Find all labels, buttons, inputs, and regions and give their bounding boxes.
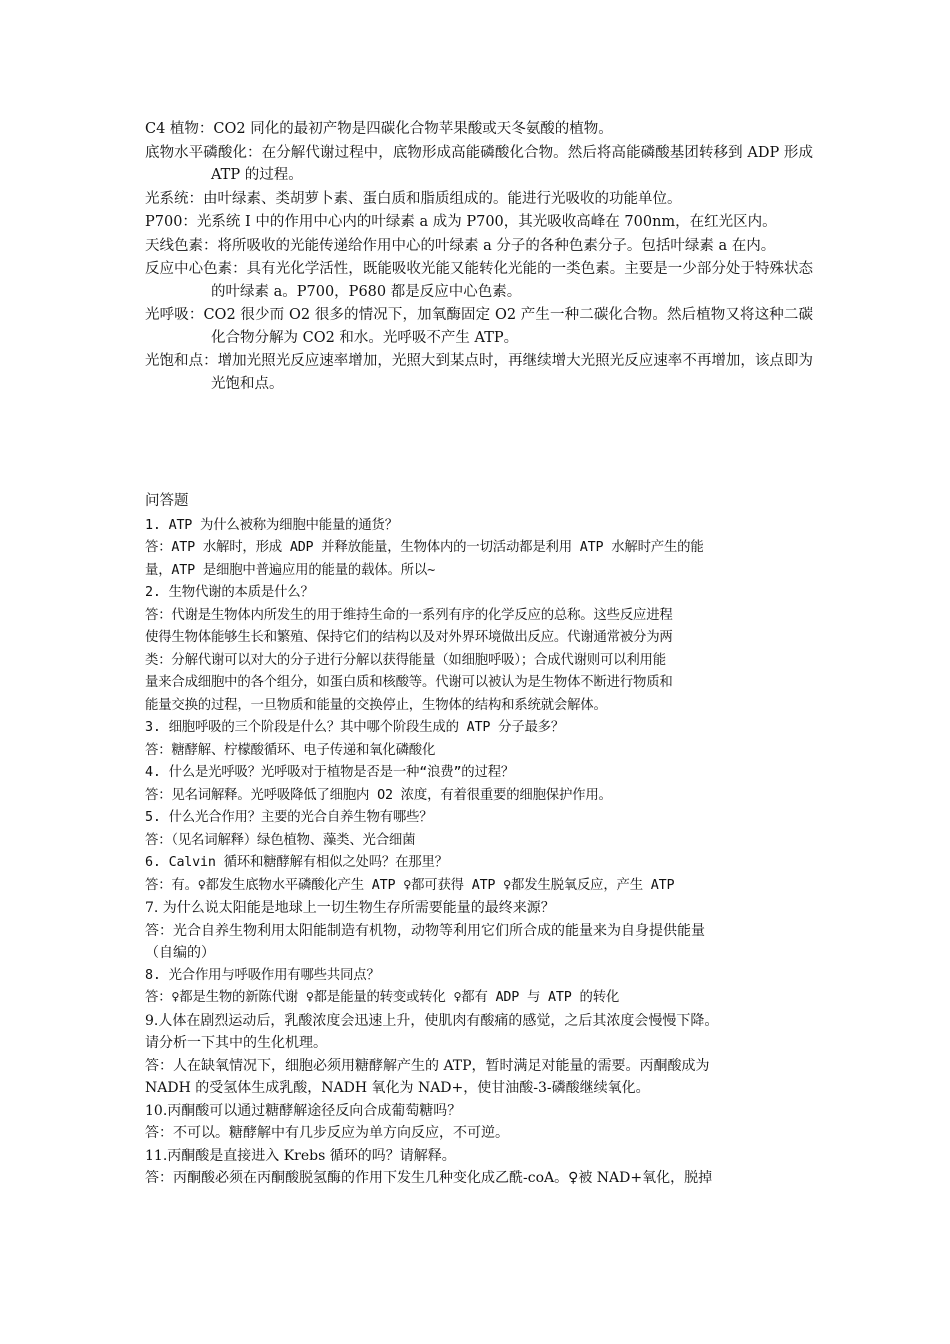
answer-line: 能量交换的过程，一旦物质和能量的交换停止，生物体的结构和系统就会解体。: [145, 697, 607, 713]
glossary-item: 光系统：由叶绿素、类胡萝卜素、蛋白质和脂质组成的。能进行光吸收的功能单位。: [145, 190, 682, 207]
glossary-item: 光饱和点：增加光照光反应速率增加，光照大到某点时，再继续增大光照光反应速率不再增加，该点即为光饱和点。: [145, 353, 813, 392]
glossary-item: 光呼吸：CO2 很少而 O2 很多的情况下，加氧酶固定 O2 产生一种二碳化合物。然后植物又将这种二碳化合物分解为 CO2 和水。光呼吸不产生 ATP。: [145, 307, 813, 346]
answer-line: 答：人在缺氧情况下，细胞必须用糖酵解产生的 ATP，暂时满足对能量的需要。丙酮酸成为: [145, 1057, 710, 1074]
section-heading: 问答题: [145, 493, 189, 509]
glossary-item: 天线色素：将所吸收的光能传递给作用中心的叶绿素 a 分子的各种色素分子。包括叶绿素 a 在内。: [145, 237, 776, 254]
question-line: 7. 为什么说太阳能是地球上一切生物生存所需要能量的最终来源？: [145, 900, 555, 916]
answer-line: 答：有。♀都发生底物水平磷酸化产生 ATP ♀都可获得 ATP ♀都发生脱氧反应，产生 ATP: [145, 877, 675, 893]
answer-line: 使得生物体能够生长和繁殖、保持它们的结构以及对外界环境做出反应。代谢通常被分为两: [145, 630, 673, 645]
answer-line: 答：♀都是生物的新陈代谢 ♀都是能量的转变或转化 ♀都有 ADP 与 ATP 的转化: [145, 990, 620, 1005]
question-line: 2. 生物代谢的本质是什么？: [145, 585, 314, 600]
answer-line: 答：见名词解释。光呼吸降低了细胞内 O2 浓度，有着很重要的细胞保护作用。: [145, 787, 612, 803]
answer-line: （自编的）: [145, 945, 215, 961]
qa-section: [145, 490, 813, 1190]
glossary-section: [145, 118, 813, 396]
question-line: 11.丙酮酸是直接进入 Krebs 循环的吗？请解释。: [145, 1147, 456, 1164]
question-line: 请分析一下其中的生化机理。: [145, 1035, 327, 1051]
answer-line: NADH 的受氢体生成乳酸，NADH 氧化为 NAD+，使甘油酸-3-磷酸继续氧化。: [145, 1080, 650, 1096]
glossary-item: 反应中心色素：具有光化学活性，既能吸收光能又能转化光能的一类色素。主要是一少部分处于特殊状态的叶绿素 a。P700，P680 都是反应中心色素。: [145, 261, 813, 300]
answer-line: 量，ATP 是细胞中普遍应用的能量的载体。所以~: [145, 562, 435, 578]
answer-line: 答：不可以。糖酵解中有几步反应为单方向反应，不可逆。: [145, 1125, 509, 1141]
answer-line: 答：（见名词解释）绿色植物、藻类、光合细菌: [145, 832, 416, 848]
question-line: 9.人体在剧烈运动后，乳酸浓度会迅速上升，使肌肉有酸痛的感觉，之后其浓度会慢慢下降。: [145, 1012, 719, 1029]
question-line: 8. 光合作用与呼吸作用有哪些共同点？: [145, 967, 380, 983]
answer-line: 类：分解代谢可以对大的分子进行分解以获得能量（如细胞呼吸）；合成代谢则可以利用能: [145, 652, 666, 668]
glossary-item: C4 植物：CO2 同化的最初产物是四碳化合物苹果酸或天冬氨酸的植物。: [145, 121, 613, 137]
answer-line: 答：糖酵解、柠檬酸循环、电子传递和氧化磷酸化: [145, 742, 436, 758]
question-line: 3. 细胞呼吸的三个阶段是什么？其中哪个阶段生成的 ATP 分子最多？: [145, 720, 565, 735]
question-line: 4. 什么是光呼吸？光呼吸对于植物是否是一种“浪费”的过程？: [145, 765, 515, 780]
answer-line: 答：光合自养生物利用太阳能制造有机物，动物等利用它们所合成的能量来为自身提供能量: [145, 922, 705, 939]
glossary-item: 底物水平磷酸化：在分解代谢过程中，底物形成高能磷酸化合物。然后将高能磷酸基团转移到 ADP 形成 ATP 的过程。: [145, 144, 813, 183]
question-line: 1. ATP 为什么被称为细胞中能量的通货？: [145, 517, 398, 533]
question-line: 6. Calvin 循环和糖酵解有相似之处吗？在那里？: [145, 855, 448, 870]
answer-line: 答：ATP 水解时，形成 ADP 并释放能量，生物体内的一切活动都是利用 ATP 水解时产生的能: [145, 540, 704, 555]
answer-line: 量来合成细胞中的各个组分，如蛋白质和核酸等。代谢可以被认为是生物体不断进行物质和: [145, 675, 673, 690]
question-line: 10.丙酮酸可以通过糖酵解途径反向合成葡萄糖吗？: [145, 1102, 462, 1119]
glossary-item: P700：光系统 I 中的作用中心内的叶绿素 a 成为 P700，其光吸收高峰在 700nm，在红光区内。: [145, 214, 777, 230]
answer-line: 答：代谢是生物体内所发生的用于维持生命的一系列有序的化学反应的总称。这些反应进程: [145, 607, 673, 623]
question-line: 5. 什么光合作用？主要的光合自养生物有哪些？: [145, 810, 433, 825]
answer-line: 答：丙酮酸必须在丙酮酸脱氢酶的作用下发生几种变化成乙酰-coA。♀被 NAD+氧化，脱掉: [145, 1170, 713, 1186]
